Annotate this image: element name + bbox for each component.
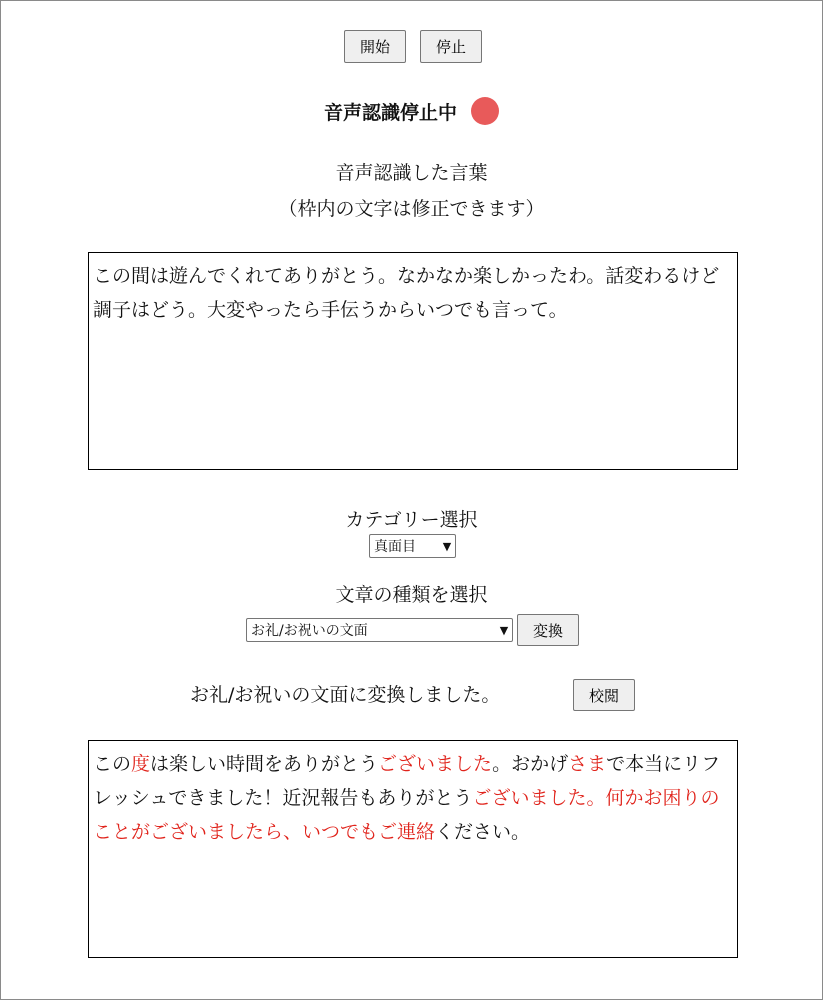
doc-type-label: 文章の種類を選択 xyxy=(335,584,488,606)
chevron-down-icon: ▼ xyxy=(442,539,452,553)
stop-button[interactable]: 停止 xyxy=(420,30,482,63)
text-segment: この xyxy=(93,753,132,775)
recognized-heading: 音声認識した言葉 xyxy=(335,162,488,184)
text-segment: で本当にリフレッシュできました！近況報告もありがとう xyxy=(93,753,721,809)
text-segment: ください。 xyxy=(435,821,531,843)
status-indicator-icon xyxy=(471,97,499,125)
category-selected-value: 真面目 xyxy=(374,539,416,555)
text-segment: は楽しい時間をありがとう xyxy=(150,753,379,775)
conversion-message: お礼/お祝いの文面に変換しました。 xyxy=(190,684,501,706)
converted-text-area[interactable] xyxy=(88,740,738,958)
category-select[interactable] xyxy=(369,534,456,558)
changed-text-segment: 度 xyxy=(131,753,151,775)
convert-button[interactable]: 変換 xyxy=(517,614,579,646)
status-text: 音声認識停止中 xyxy=(323,101,457,124)
start-button[interactable]: 開始 xyxy=(344,30,406,63)
proofread-button[interactable]: 校閲 xyxy=(573,679,635,711)
recognized-text-area[interactable]: この間は遊んでくれてありがとう。なかなか楽しかったわ。話変わるけど調子はどう。大変やったら手伝うからいつでも言って。 xyxy=(88,252,738,470)
changed-text-segment: ございました。何かお困りのことがございましたら、いつでもご連絡 xyxy=(93,787,720,843)
text-segment: 。おかげ xyxy=(492,753,569,775)
changed-text-segment: さま xyxy=(568,753,607,775)
chevron-down-icon: ▼ xyxy=(499,623,509,637)
recognition-status xyxy=(0,94,823,128)
recognized-note: （枠内の文字は修正できます） xyxy=(278,198,545,220)
doc-type-select[interactable] xyxy=(246,618,513,642)
changed-text-segment: ございました xyxy=(378,753,493,775)
doc-type-selected-value: お礼/お祝いの文面 xyxy=(251,623,368,639)
category-label: カテゴリー選択 xyxy=(345,509,478,531)
